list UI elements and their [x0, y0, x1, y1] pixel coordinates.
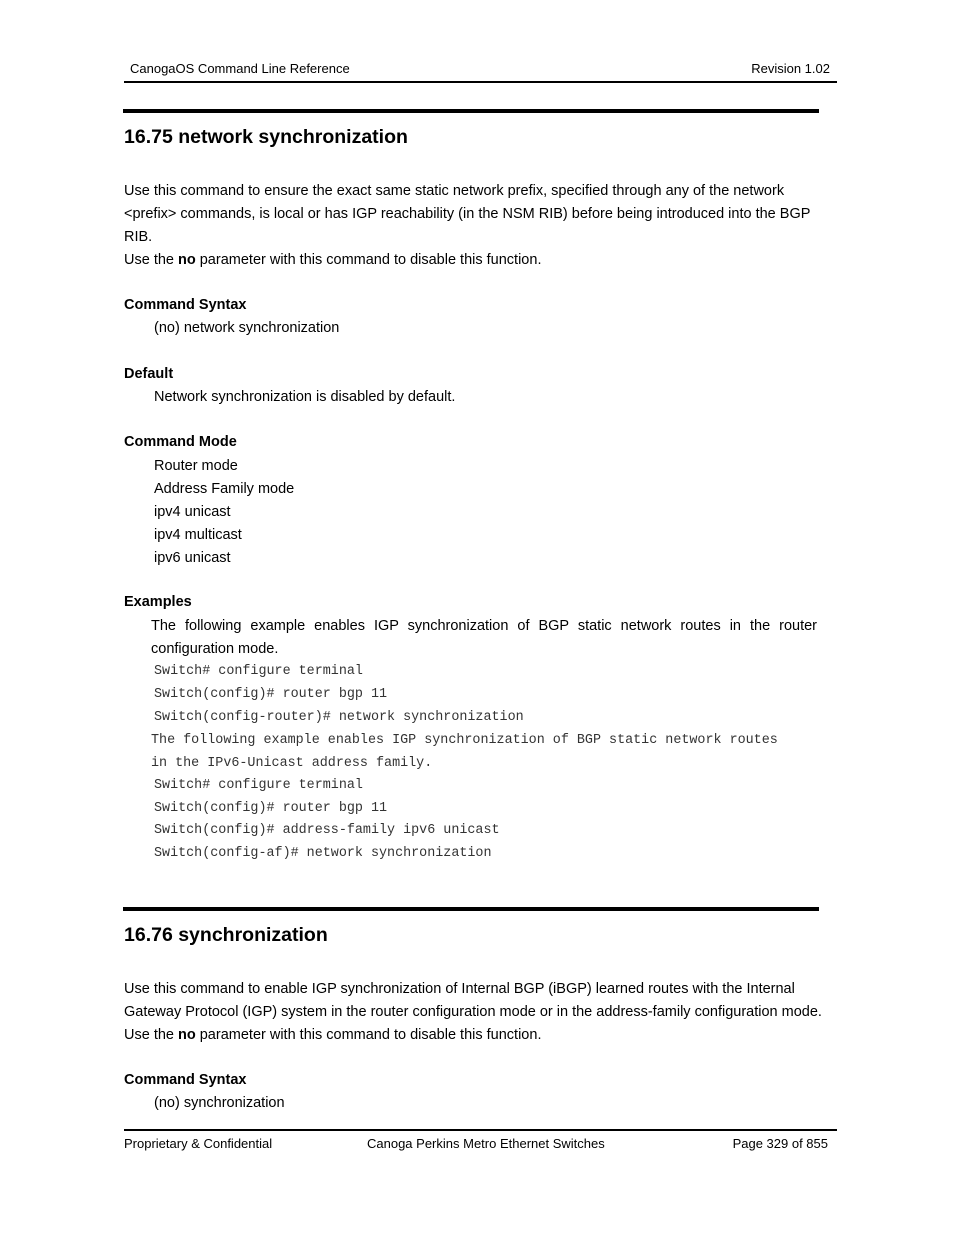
code-text-line: in the IPv6-Unicast address family. — [151, 756, 433, 771]
command-mode-list — [154, 455, 294, 570]
command-syntax: (no) synchronization — [154, 1095, 285, 1111]
mode-item: ipv4 unicast — [154, 504, 231, 520]
section-description — [124, 978, 822, 1047]
mode-item: ipv6 unicast — [154, 550, 231, 566]
no-parameter-note: Use the no parameter with this command to disable this function. — [124, 1027, 542, 1043]
example-description: The following example enables IGP synchronization of BGP static network routes in the router — [151, 618, 817, 634]
code-line: Switch(config)# router bgp 11 — [154, 687, 388, 702]
footer-rule — [124, 1129, 837, 1131]
mode-item: Router mode — [154, 458, 238, 474]
description-line: Use this command to enable IGP synchronization of Internal BGP (iBGP) learned routes with the Internal — [124, 981, 795, 997]
description-line: Use this command to ensure the exact same static network prefix, specified through any of the network — [124, 183, 785, 199]
example-description: configuration mode. — [151, 641, 279, 657]
no-parameter-note: Use the no parameter with this command to disable this function. — [124, 252, 542, 268]
header-revision: Revision 1.02 — [751, 61, 830, 76]
code-line: Switch# configure terminal — [154, 664, 363, 679]
footer-left: Proprietary & Confidential — [124, 1136, 273, 1151]
default-text: Network synchronization is disabled by default. — [154, 389, 456, 405]
footer-page-number: Page 329 of 855 — [732, 1136, 828, 1151]
description-line: <prefix> commands, is local or has IGP reachability (in the NSM RIB) before being introduced into the BGP — [124, 206, 811, 222]
mode-item: Address Family mode — [154, 481, 295, 497]
code-line: Switch# configure terminal — [154, 778, 363, 793]
description-line: Gateway Protocol (IGP) system in the router configuration mode or in the address-family configuration mode. — [124, 1004, 822, 1020]
no-keyword: no — [178, 252, 196, 268]
header-title: CanogaOS Command Line Reference — [130, 61, 350, 76]
code-block — [154, 775, 500, 866]
section-heading: 16.76 synchronization — [124, 924, 328, 946]
code-block — [154, 660, 524, 729]
examples-heading: Examples — [124, 594, 192, 610]
code-line: Switch(config)# address-family ipv6 unicast — [154, 823, 500, 839]
section-rule — [123, 907, 819, 911]
code-line: Switch(config-af)# network synchronization — [154, 846, 492, 862]
command-syntax-heading: Command Syntax — [124, 1072, 247, 1088]
mode-item: ipv4 multicast — [154, 527, 242, 543]
section-heading: 16.75 network synchronization — [124, 126, 408, 148]
command-syntax-heading: Command Syntax — [124, 297, 247, 313]
footer-center: Canoga Perkins Metro Ethernet Switches — [367, 1136, 605, 1151]
section-rule — [123, 109, 819, 113]
command-mode-heading: Command Mode — [124, 434, 237, 450]
code-line: Switch(config)# router bgp 11 — [154, 800, 388, 816]
no-keyword: no — [178, 1027, 196, 1043]
header-rule — [124, 81, 837, 83]
description-line: RIB. — [124, 229, 153, 245]
command-syntax: (no) network synchronization — [154, 320, 340, 336]
example-description-mono — [151, 729, 778, 775]
default-heading: Default — [124, 366, 174, 382]
code-text-line: The following example enables IGP synchronization of BGP static network routes — [151, 733, 778, 748]
code-line: Switch(config-router)# network synchronization — [154, 710, 524, 725]
section-description — [124, 180, 810, 272]
